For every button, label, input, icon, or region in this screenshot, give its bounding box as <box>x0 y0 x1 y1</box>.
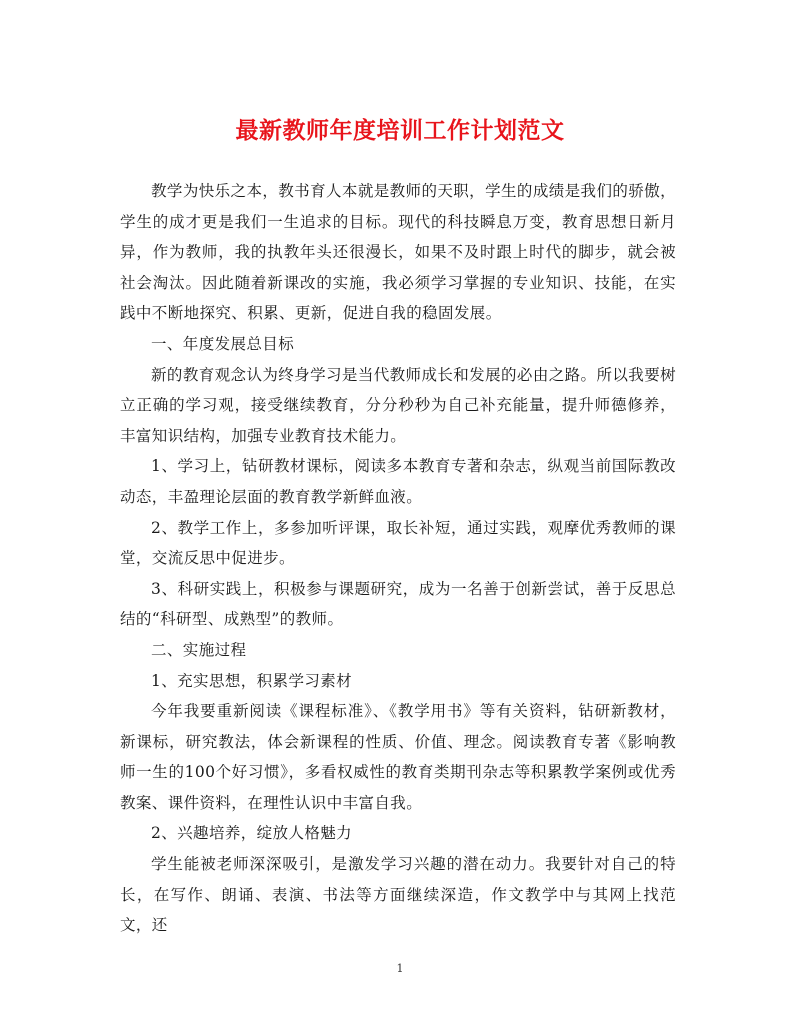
list-item-research: 3、科研实践上，积极参与课题研究，成为一名善于创新尝试，善于反思总结的“科研型、成熟型”的教师。 <box>120 579 676 629</box>
list-item-study: 1、学习上，钻研教材课标，阅读多本教育专著和杂志，纵观当前国际教改动态，丰盈理论层面的教育教学新鲜血液。 <box>120 457 676 506</box>
subheading-interest: 2、兴趣培养，绽放人格魅力 <box>151 824 353 843</box>
paragraph-interest: 学生能被老师深深吸引，是激发学习兴趣的潜在动力。我要针对自己的特长，在写作、朗诵、表演、书法等方面继续深造，作文教学中与其网上找范文，还 <box>120 855 676 935</box>
paragraph-intro: 教学为快乐之本，教书育人本就是教师的天职，学生的成绩是我们的骄傲，学生的成才更是我们一生追求的目标。现代的科技瞬息万变，教育思想日新月异，作为教师，我的执教年头还很漫长，如果不及时跟上时代的脚步，就会被社会淘汰。因此随着新课改的实施，我必须学习掌握的专业知识、技能，在实践中不断地探究、积累、更新，促进自我的稳固发展。 <box>120 182 676 323</box>
document-body <box>120 176 676 941</box>
paragraph-goals: 新的教育观念认为终身学习是当代教师成长和发展的必由之路。所以我要树立正确的学习观，接受继续教育，分分秒秒为自己补充能量，提升师德修养，丰富知识结构，加强专业教育技术能力。 <box>120 365 676 445</box>
list-item-teaching: 2、教学工作上，多参加听评课，取长补短，通过实践，观摩优秀教师的课堂，交流反思中促进步。 <box>120 518 676 568</box>
page-number: 1 <box>396 962 404 975</box>
document-title: 最新教师年度培训工作计划范文 <box>235 117 565 144</box>
section-heading-process: 二、实施过程 <box>151 640 247 659</box>
subheading-thoughts: 1、充实思想，积累学习素材 <box>151 671 353 690</box>
section-heading-goals: 一、年度发展总目标 <box>151 334 295 353</box>
paragraph-reading: 今年我要重新阅读《课程标准》、《教学用书》等有关资料，钻研新教材，新课标，研究教法，体会新课程的性质、价值、理念。阅读教育专著《影响教师一生的100个好习惯》，多看权威性的教育类期刊杂志等积累教学案例或优秀教案、课件资料，在理性认识中丰富自我。 <box>120 702 676 812</box>
